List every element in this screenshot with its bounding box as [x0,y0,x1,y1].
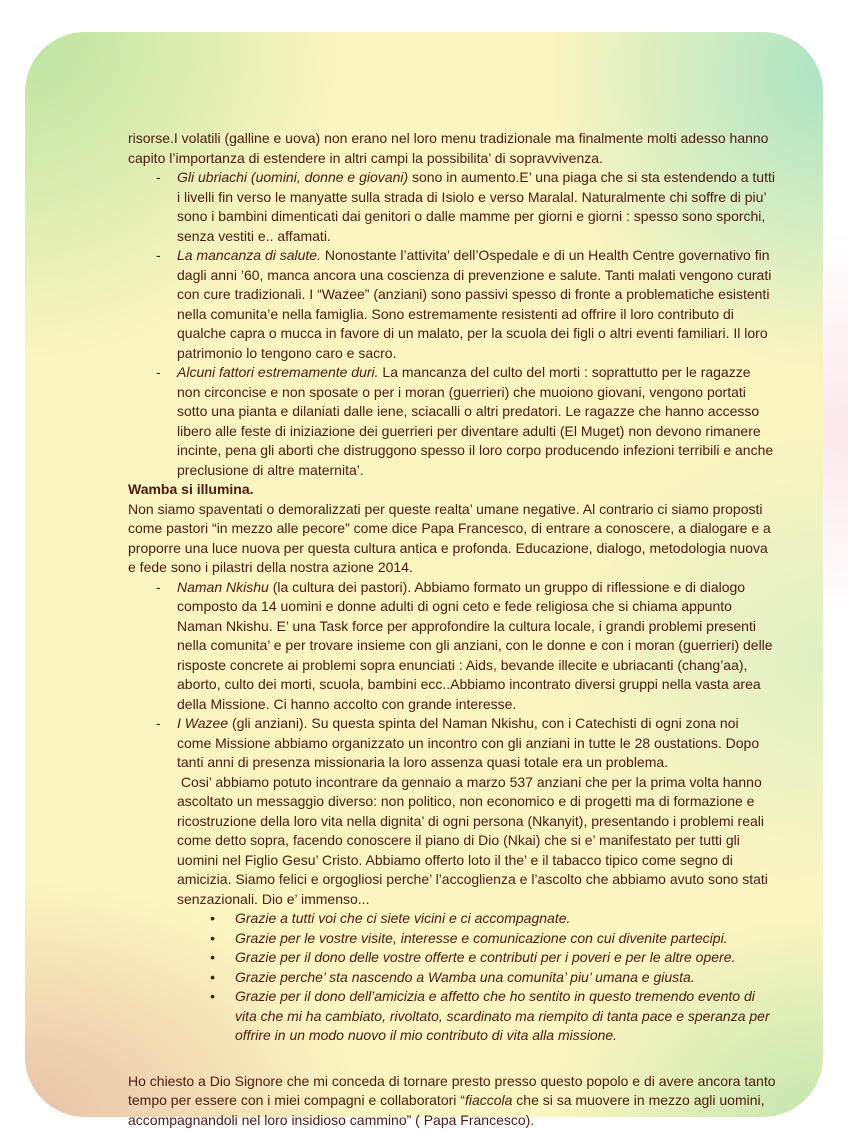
action-text: (gli anziani). Su questa spinta del Naman Nkishu, con i Catechisti di ogni zona noi come Missione abbiamo organizzato un incontro con gli anziani in tutte le 28 oustations. Dopo tanti anni di presenza missionaria la loro assenza quasi totale era un problema. [177,715,760,770]
dash-marker: - [156,364,161,380]
list-item [128,578,776,715]
list-item [128,714,776,909]
action-text: (la cultura dei pastori). Abbiamo formato un gruppo di riflessione e di dialogo composto da 14 uomini e donne adulti di ogni ceto e fede religiosa che si chiama appunto Naman Nkishu. E’ una Task force per approfondire la cultura locale, i grandi problemi presenti nella comunita’ e per trovare insieme con gli anziani, con le donne e con i moran (guerrieri) delle risposte concrete ai problemi sopra enunciati : Aids, bevande illecite e ubriacanti (chang’aa), aborto, culto dei morti, scuola, bambini ecc..Abbiamo incontrato diversi gruppi nella vasta area della Missione. Ci hanno accolto con grande interesse. [177,578,773,712]
document-body [128,129,776,1130]
thanks-item [128,987,776,1046]
list-item [128,363,776,480]
closing-text-before: Ho chiesto a Dio Signore che mi conceda di tornare presto presso questo popolo e di avere ancora tanto tempo per essere con i miei compagni e collaboratori “ [128,1072,776,1108]
thanks-item [128,929,776,949]
thanks-item [128,968,776,988]
action-lead: I Wazee [177,715,232,731]
dash-marker: - [156,578,161,595]
thanks-text: Grazie per il dono delle vostre offerte e contributi per i poveri e per le altre opere. [235,949,736,965]
bullet-marker: • [210,988,215,1004]
issue-lead: La mancanza di salute. [177,247,321,263]
intro-paragraph: risorse.I volatili (galline e uova) non erano nel loro menu tradizionale ma finalmente molti adesso hanno capito l’importanza di estendere in altri campi la possibilita’ di sopravvivenza. [128,130,769,166]
bullet-marker: • [210,910,215,926]
section-heading: Wamba si illumina. [128,481,254,497]
thanks-text: Grazie perche’ sta nascendo a Wamba una comunita’ piu’ umana e giusta. [235,968,695,985]
bullet-marker: • [210,929,215,946]
action-text-continued: Cosi’ abbiamo potuto incontrare da gennaio a marzo 537 anziani che per la prima volta hanno ascoltato un messaggio diverso: non politico, non economico e di progetti ma di formazione e ricostruzione della loro vita nella dignita’ di ogni persona (Nkanyit), presentando i problemi reali come detto sopra, facendo conoscere il piano di Dio (Nkai) che si e’ manifestato per tutti gli uomini nel Figlio Gesu’ Cristo. Abbiamo offerto loto il the’ e il tabacco tipico come segno di amicizia. Siamo felici e orgogliosi perche’ l’accoglienza e l’ascolto che abbiamo avuto sono stati senzazionali. Dio e’ immenso... [177,773,768,907]
thanks-text: Grazie per le vostre visite, interesse e comunicazione con cui divenite partecipi. [235,929,728,946]
list-item [128,246,776,363]
bullet-marker: • [210,968,215,985]
issue-text: La mancanza del culto del morti : soprattutto per le ragazze non circoncise e non sposate o per i moran (guerrieri) che muoiono giovani, vengono portati sotto una pianta e dilaniati dalle iene, sciacalli o altri predatori. Le ragazze che hanno accesso libero alle feste di iniziazione dei guerrieri per diventare adulti (El Muget) non devono rimanere incinte, pena gli aborti che distruggono spesso il loro corpo producendo infezioni terribili e anche preclusione di altre maternita’. [177,364,774,478]
dash-marker: - [156,715,161,731]
issue-text: sono in aumento.E’ una piaga che si sta estendendo a tutti i livelli fin verso le manyatte sulla strada di Isiolo e verso Maralal. Naturalmente chi soffre di piu’ sono i bambini dimenticati dai genitori o dalle mamme per giorni e giorni : spesso sono sporchi, senza vestiti e.. affamati. [177,169,775,244]
issue-lead: Gli ubriachi (uomini, donne e giovani) [177,169,409,185]
closing-paragraph [128,1072,776,1131]
thanks-item [128,909,776,929]
thanks-item [128,948,776,968]
bullet-marker: • [210,949,215,965]
closing-text-italic: fiaccola [464,1092,513,1108]
action-lead: Naman Nkishu [177,578,273,595]
thanks-text: Grazie a tutti voi che ci siete vicini e ci accompagnate. [235,910,571,926]
gradient-page-card [25,32,823,1128]
dash-marker: - [156,169,161,185]
thanks-text: Grazie per il dono dell’amicizia e affetto che ho sentito in questo tremendo evento di vita che mi ha cambiato, rivoltato, scardinato ma riempito di tanta pace e speranza per offrire in un modo nuovo il mio contributo di vita alla missione. [235,988,770,1043]
response-paragraph: Non siamo spaventati o demoralizzati per queste realta’ umane negative. Al contrario ci siamo proposti come pastori “in mezzo alle pecore” come dice Papa Francesco, di entrare a conoscere, a dialogare e a proporre una luce nuova per questa cultura antica e profonda. Educazione, dialogo, metodologia nuova e fede sono i pilastri della nostra azione 2014. [128,500,771,575]
list-item [128,168,776,246]
issue-text: Nonostante l’attivita’ dell’Ospedale e di un Health Centre governativo fin dagli anni ’60, manca ancora una coscienza di prevenzione e salute. Tanti malati vengono curati con cure tradizionali. I “Wazee” (anziani) sono passivi spesso di fronte a problematiche esistenti nella comunita’e nella famiglia. Sono estremamente resistenti ad offrire il loro contributo di qualche capra o mucca in favore di un malato, per la scuola dei figli o altri eventi familiari. Il loro patrimonio lo tengono caro e sacro. [177,247,772,361]
closing-text-after: che si sa muovere in mezzo agli uomini, accompagnandoli nel loro insidioso cammino” ( Papa Francesco). [128,1092,765,1128]
dash-marker: - [156,247,161,263]
issue-lead: Alcuni fattori estremamente duri. [177,364,379,380]
